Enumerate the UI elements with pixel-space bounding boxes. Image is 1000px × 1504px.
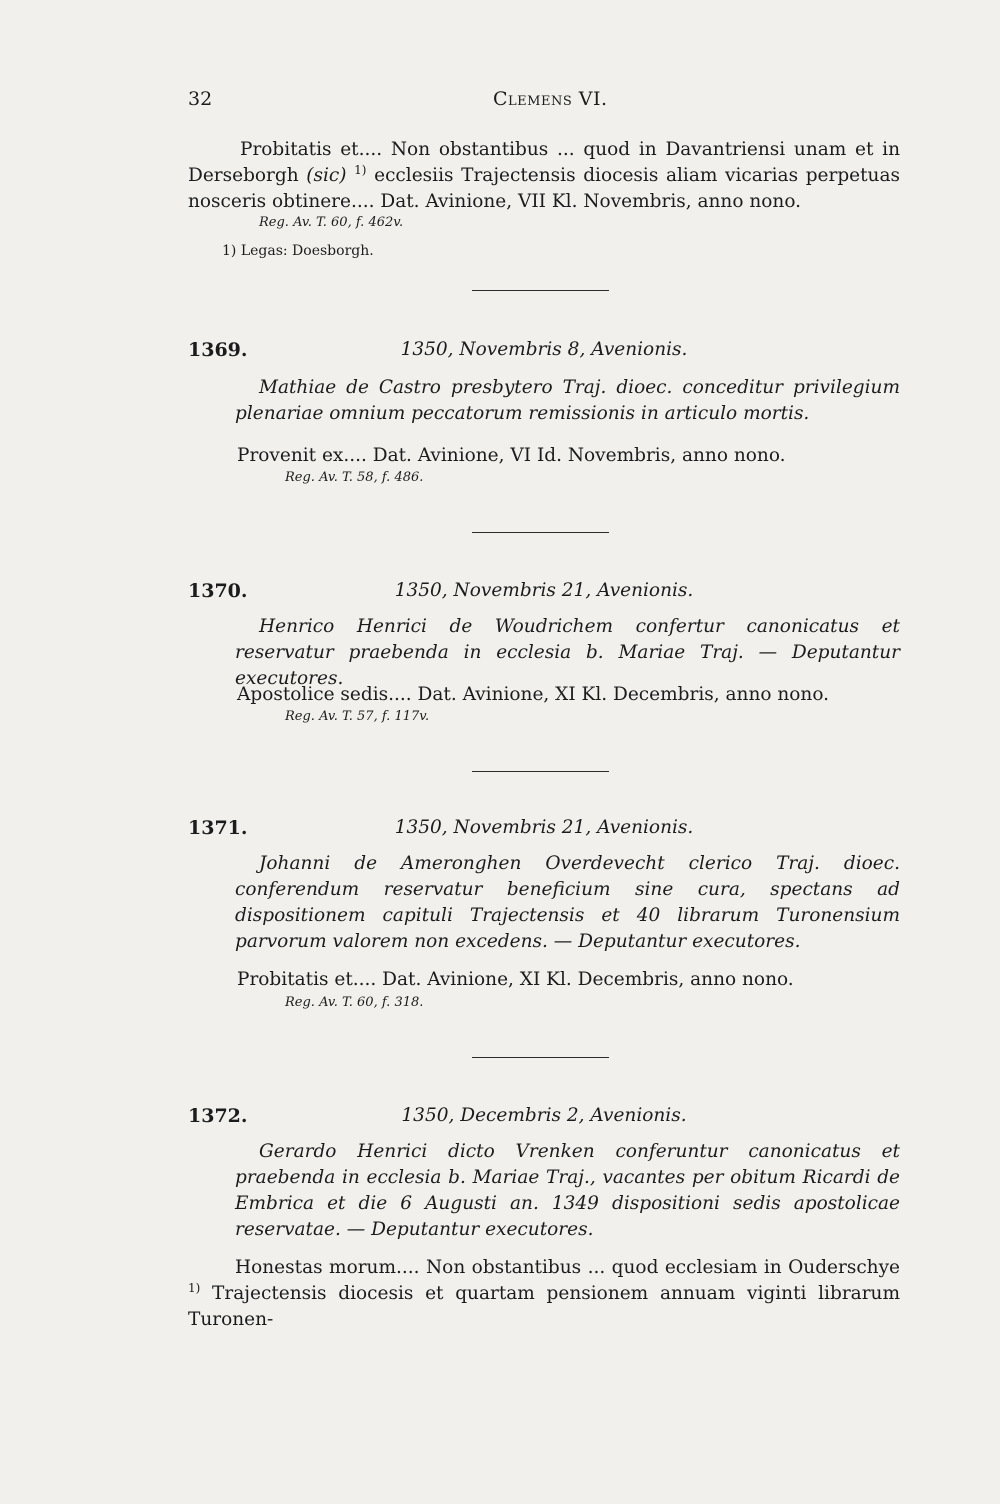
intro-paragraph bbox=[188, 137, 900, 215]
entry-formula: Honestas morum.... Non obstantibus ... quod ecclesiam in Ouderschye $^{1)}$ Trajectensis diocesis et quartam pensionem annuam viginti librarum Turonen- bbox=[188, 1257, 900, 1330]
entry-reference: Reg. Av. T. 58, f. 486. bbox=[285, 470, 424, 485]
footnote: 1) Legas: Doesborgh. bbox=[222, 243, 374, 259]
intro-text-2: ecclesiis Trajectensis diocesis aliam vicarias perpetuas nosceris obtinere.... Dat. Avinione, VII Kl. Novembris, anno nono. bbox=[188, 165, 900, 212]
entry-number: 1371. bbox=[188, 817, 248, 839]
running-title: Clemens VI. bbox=[493, 88, 608, 110]
entry-number: 1372. bbox=[188, 1105, 248, 1127]
footnote-mark: 1) bbox=[188, 1280, 201, 1295]
entry-reference: Reg. Av. T. 57, f. 117v. bbox=[285, 709, 430, 724]
separator-rule bbox=[472, 290, 609, 291]
entry-date: 1350, Novembris 8, Avenionis. bbox=[400, 339, 688, 360]
entry-formula: Provenit ex.... Dat. Avinione, VI Id. Novembris, anno nono. bbox=[237, 445, 786, 466]
entry-number: 1369. bbox=[188, 339, 248, 361]
entry-reference: Reg. Av. T. 60, f. 318. bbox=[285, 995, 424, 1010]
entry-number: 1370. bbox=[188, 580, 248, 602]
entry-summary: Mathiae de Castro presbytero Traj. dioec. conceditur privilegium plenariae omnium peccatorum remissionis in articulo mortis. bbox=[235, 377, 900, 424]
sic-mark: (sic) bbox=[306, 165, 347, 186]
entry-summary: Gerardo Henrici dicto Vrenken conferuntur canonicatus et praebenda in ecclesia b. Mariae Traj., vacantes per obitum Ricardi de Embrica et die 6 Augusti an. 1349 dispositioni sedis apostolicae reservatae. — Deputantur executores. bbox=[235, 1141, 900, 1240]
separator-rule bbox=[472, 1057, 609, 1058]
entry-date: 1350, Novembris 21, Avenionis. bbox=[394, 580, 694, 601]
page-number: 32 bbox=[188, 88, 213, 110]
entry-date: 1350, Decembris 2, Avenionis. bbox=[401, 1105, 687, 1126]
footnote-mark: 1) bbox=[354, 162, 367, 177]
entry-summary: Henrico Henrici de Woudrichem confertur canonicatus et reservatur praebenda in ecclesia b. Mariae Traj. — Deputantur executores. bbox=[235, 616, 900, 689]
entry-date: 1350, Novembris 21, Avenionis. bbox=[394, 817, 694, 838]
entry-summary: Johanni de Ameronghen Overdevecht clerico Traj. dioec. conferendum reservatur beneficium sine cura, spectans ad dispositionem capituli Trajectensis et 40 librarum Turonensium parvorum valorem non excedens. — Deputantur executores. bbox=[235, 853, 900, 952]
intro-reference: Reg. Av. T. 60, f. 462v. bbox=[259, 215, 404, 230]
entry-formula: Apostolice sedis.... Dat. Avinione, XI Kl. Decembris, anno nono. bbox=[237, 684, 830, 705]
separator-rule bbox=[472, 532, 609, 533]
separator-rule bbox=[472, 771, 609, 772]
intro-text-1: Probitatis et.... Non obstantibus ... quod in Davantriensi unam et in Derseborgh bbox=[188, 139, 900, 186]
entry-formula: Probitatis et.... Dat. Avinione, XI Kl. Decembris, anno nono. bbox=[237, 969, 794, 990]
